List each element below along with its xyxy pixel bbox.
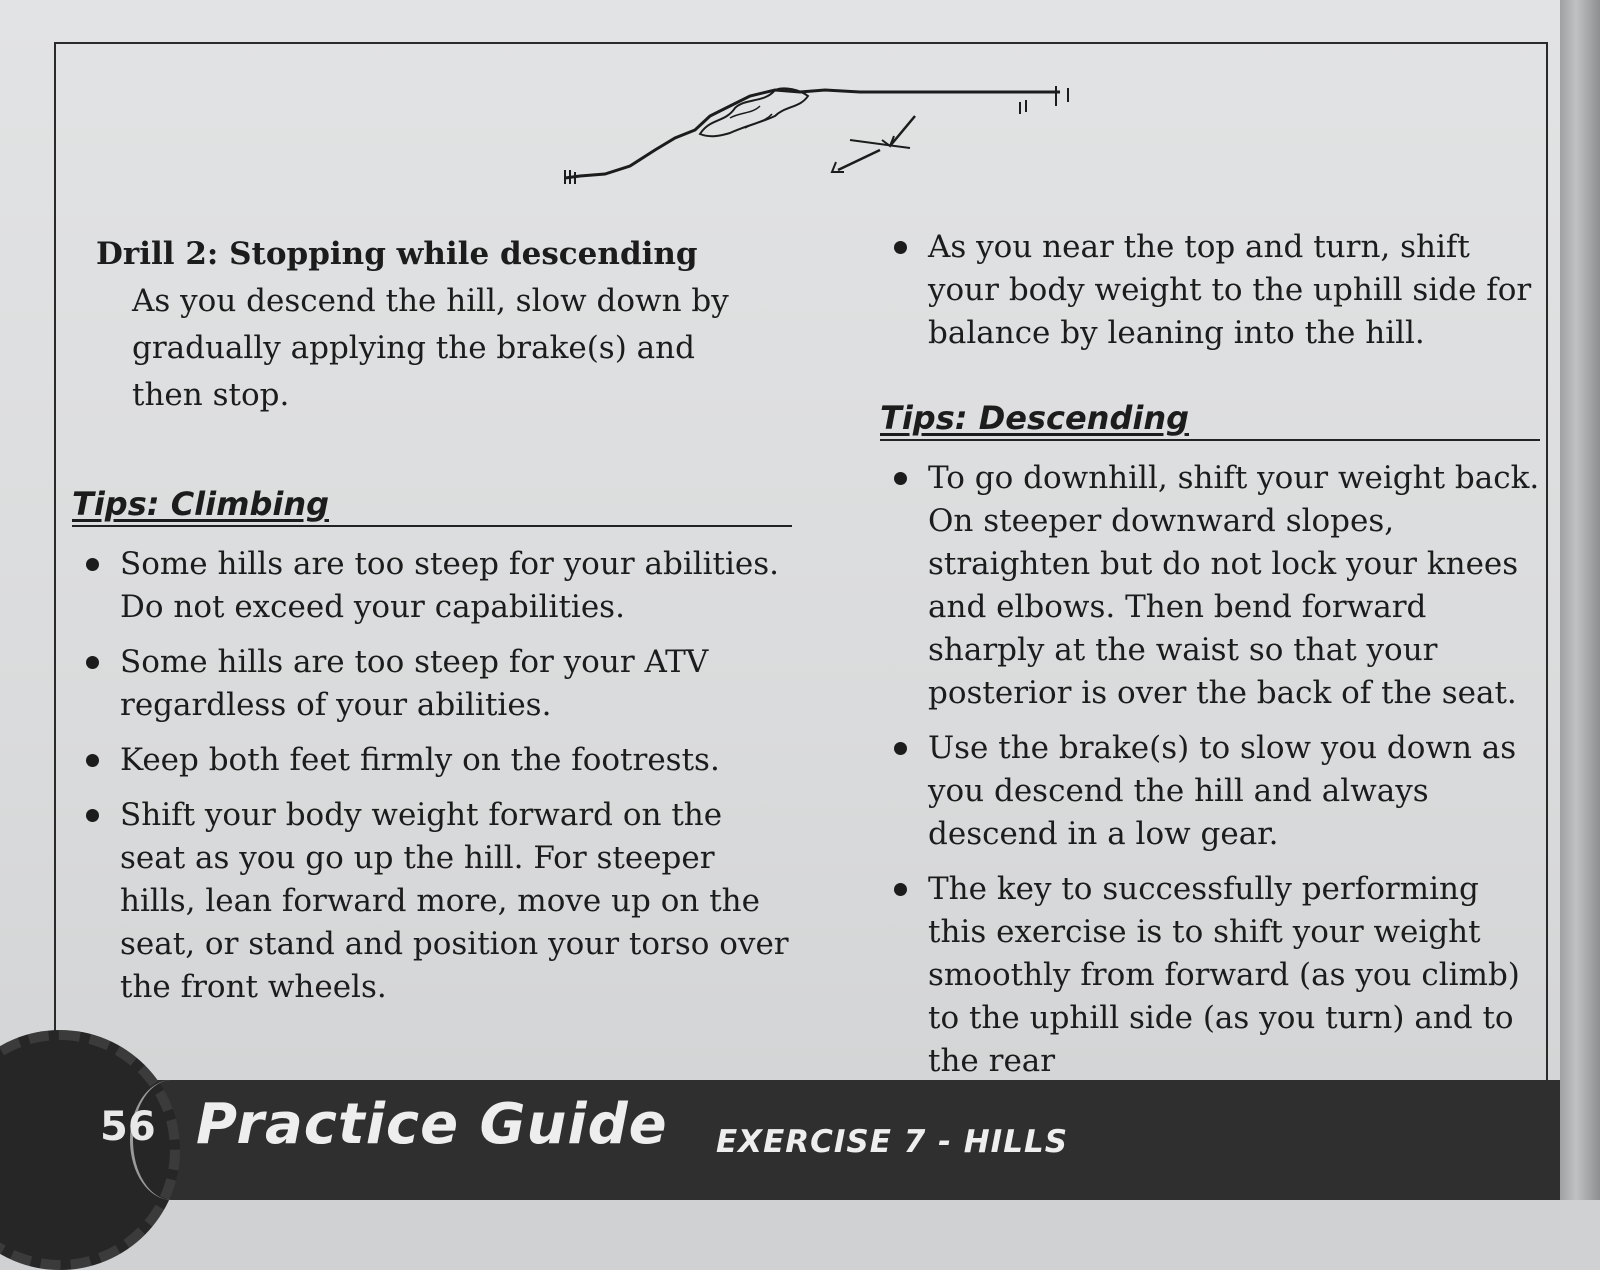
bullet-icon xyxy=(86,558,99,571)
tips-descending-list xyxy=(880,457,1540,1083)
exercise-label: EXERCISE 7 - HILLS xyxy=(716,1124,1069,1160)
tips-climbing-title: Tips: Climbing xyxy=(72,485,330,523)
left-column xyxy=(72,236,792,1021)
footer-title: Practice Guide xyxy=(196,1092,668,1157)
book-page-edge xyxy=(1560,0,1600,1200)
list-item: As you near the top and turn, shift your body weight to the uphill side for balance by leaning into the hill. xyxy=(880,226,1540,355)
list-item: Use the brake(s) to slow you down as you descend the hill and always descend in a low gear. xyxy=(880,727,1540,856)
bullet-icon xyxy=(894,742,907,755)
bullet-icon xyxy=(86,754,99,767)
list-item: The key to successfully performing this exercise is to shift your weight smoothly from forward (as you climb) to the uphill side (as you turn) and to the rear xyxy=(880,868,1540,1083)
page-number: 56 xyxy=(100,1104,156,1150)
tips-descending-title: Tips: Descending xyxy=(880,399,1190,437)
list-item: Keep both feet firmly on the footrests. xyxy=(72,739,792,782)
list-item: Shift your body weight forward on the seat as you go up the hill. For steeper hills, lean forward more, move up on the seat, or stand and position your torso over the front wheels. xyxy=(72,794,792,1009)
bullet-icon xyxy=(894,241,907,254)
tips-climbing-header xyxy=(72,485,792,527)
bullet-icon xyxy=(86,809,99,822)
bullet-icon xyxy=(894,472,907,485)
drill-body: As you descend the hill, slow down by gradually applying the brake(s) and then stop. xyxy=(132,283,729,413)
list-item: To go downhill, shift your weight back. On steeper downward slopes, straighten but do not lock your knees and elbows. Then bend forward sharply at the waist so that your posterior is over the back of the seat. xyxy=(880,457,1540,715)
tips-climbing-list xyxy=(72,543,792,1009)
right-column xyxy=(880,226,1540,1095)
list-item: Some hills are too steep for your abilities. Do not exceed your capabilities. xyxy=(72,543,792,629)
bullet-icon xyxy=(894,883,907,896)
intro-bullet-list xyxy=(880,226,1540,355)
tips-descending-header xyxy=(880,399,1540,441)
hill-illustration xyxy=(560,78,1100,198)
list-item: Some hills are too steep for your ATV regardless of your abilities. xyxy=(72,641,792,727)
bullet-icon xyxy=(86,656,99,669)
drill-title: Drill 2: Stopping while descending xyxy=(96,236,698,272)
